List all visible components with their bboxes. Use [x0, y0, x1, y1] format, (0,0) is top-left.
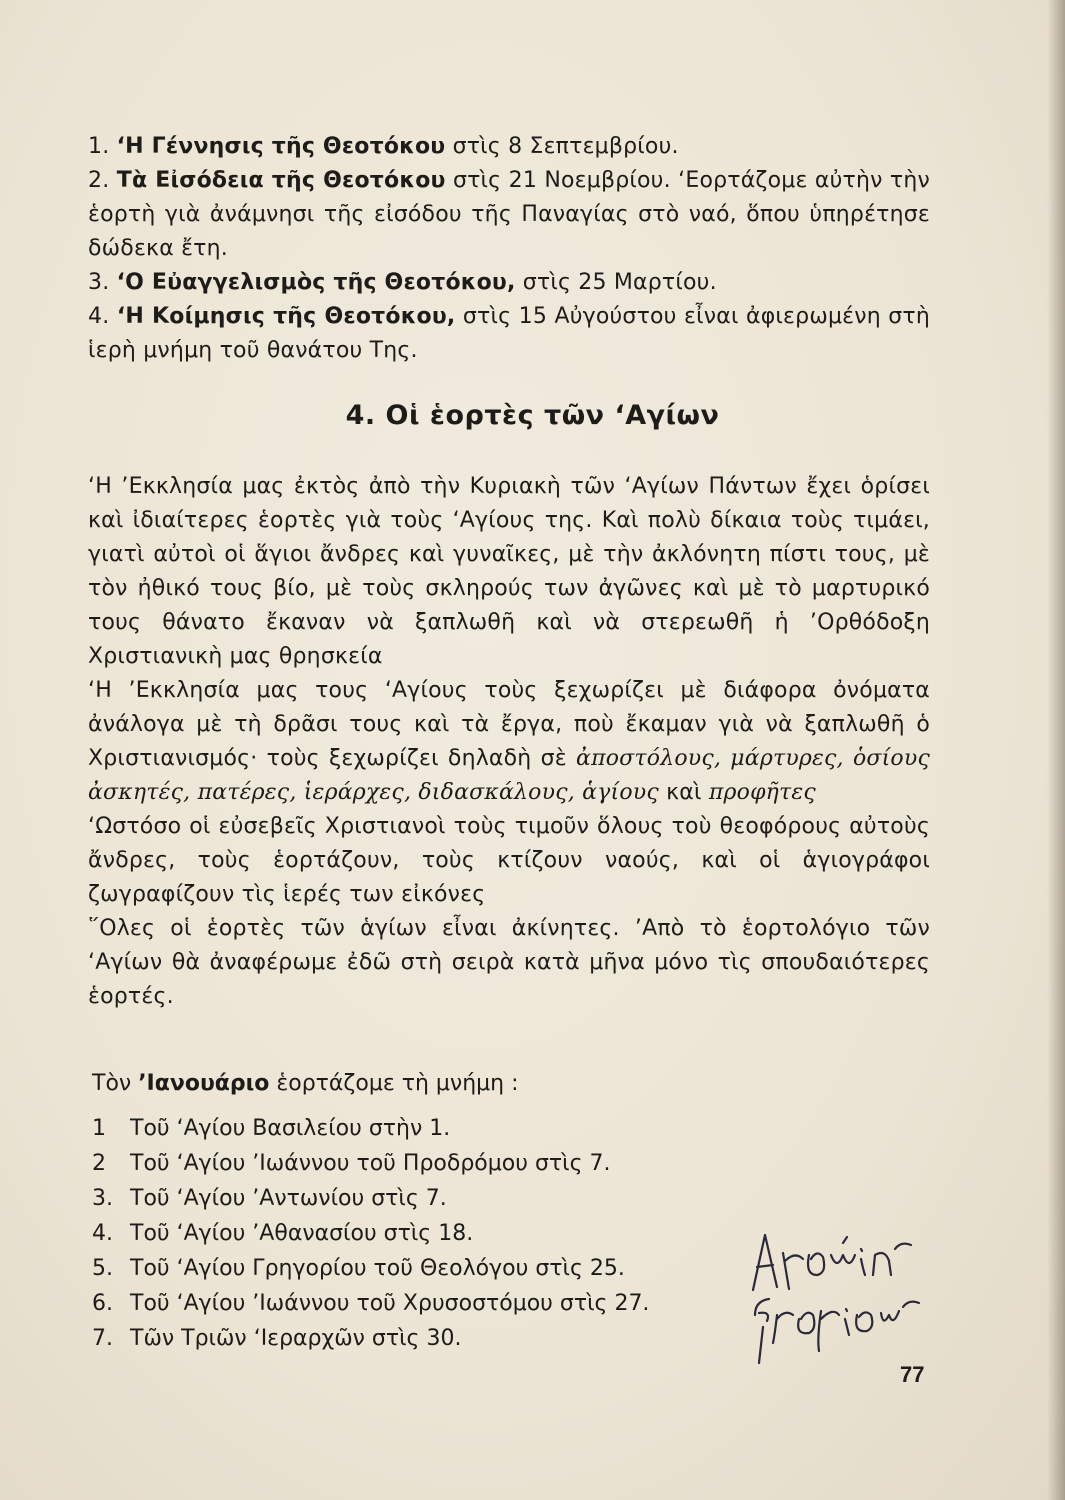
- handwritten-signature: [725, 1215, 935, 1365]
- list-number: 2: [92, 1151, 106, 1176]
- feast-item-1: [88, 130, 930, 164]
- feast-item-3: [88, 266, 930, 300]
- month-name: ’Ιανουάριο: [138, 1071, 270, 1096]
- conjunction: καὶ: [666, 780, 702, 805]
- list-text: Τοῦ ‘Αγίου Βασιλείου στὴν 1.: [130, 1116, 451, 1141]
- list-item: [92, 1146, 792, 1181]
- list-item: [92, 1111, 792, 1146]
- list-text: Τοῦ ‘Αγίου ’Αθανασίου στὶς 18.: [130, 1221, 474, 1246]
- january-lead: [92, 1066, 792, 1101]
- list-item: [92, 1181, 792, 1216]
- saints-feasts-text: [88, 470, 930, 1014]
- feast-name: ‘Ο Εὐαγγελισμὸς τῆς Θεοτόκου,: [116, 270, 516, 295]
- lead-prefix: Τὸν: [92, 1071, 132, 1096]
- list-number: 7.: [92, 1326, 113, 1351]
- term-teachers: διδασκάλους,: [418, 780, 575, 805]
- list-item: [92, 1216, 792, 1251]
- feast-number: 4.: [88, 304, 110, 329]
- list-number: 3.: [92, 1186, 113, 1211]
- list-item: [92, 1321, 792, 1356]
- feast-detail: στὶς 15 Αὐγούστου εἶναι ἀφιερωμένη στὴ ἱερὴ μνήμη τοῦ θανάτου Της.: [88, 304, 931, 363]
- feast-name: Τὰ Εἰσόδεια τῆς Θεοτόκου: [116, 168, 446, 193]
- term-prophets: προφῆτες: [708, 780, 816, 805]
- feast-number: 3.: [88, 270, 110, 295]
- list-item: [92, 1286, 792, 1321]
- list-number: 4.: [92, 1221, 113, 1246]
- list-number: 5.: [92, 1256, 113, 1281]
- list-text: Τῶν Τριῶν ‘Ιεραρχῶν στὶς 30.: [130, 1326, 462, 1351]
- feast-number: 1.: [88, 134, 110, 159]
- theotokos-feasts-list: [88, 130, 930, 368]
- feast-detail: στὶς 25 Μαρτίου.: [522, 270, 717, 295]
- page-edge-shadow: [1047, 0, 1065, 1500]
- list-text: Τοῦ ‘Αγίου ’Ιωάννου τοῦ Χρυσοστόμου στὶς 27.: [130, 1291, 650, 1316]
- feast-detail: στὶς 21 Νοεμβρίου. ‘Εορτάζομε αὐτὴν τὴν ἑορτὴ γιὰ ἀνάμνησι τῆς εἰσόδου τῆς Παναγίας στὸ ναό, ὅπου ὑπηρέτησε δώδεκα ἔτη.: [88, 168, 931, 261]
- paragraph-2-text: ‘Η ’Εκκλησία μας τους ‘Αγίους τοὺς ξεχωρίζει μὲ διάφορα ὀνόματα ἀνάλογα μὲ τὴ δρᾶσι τους καὶ τὰ ἔργα, ποὺ ἔκαμαν γιὰ νὰ ξαπλωθῆ ὁ Χριστιανισμός· τοὺς ξεχωρίζει δηλαδὴ σὲ: [88, 678, 930, 771]
- feast-name: ‘Η Κοίμησις τῆς Θεοτόκου,: [116, 304, 456, 329]
- january-feasts: [92, 1066, 792, 1356]
- feast-detail: στὶς 8 Σεπτεμβρίου.: [452, 134, 679, 159]
- paragraph-2: [88, 674, 930, 810]
- term-apostles: ἀποστόλους,: [576, 746, 722, 771]
- feast-number: 2.: [88, 168, 110, 193]
- list-number: 6.: [92, 1291, 113, 1316]
- feast-name: ‘Η Γέννησις τῆς Θεοτόκου: [116, 134, 446, 159]
- feast-item-2: [88, 164, 930, 266]
- list-text: Τοῦ ‘Αγίου Γρηγορίου τοῦ Θεολόγου στὶς 25.: [130, 1256, 625, 1281]
- term-martyrs: μάρτυρες,: [730, 746, 844, 771]
- page-number: 77: [900, 1362, 925, 1387]
- paragraph-3: ‘Ωστόσο οἱ εὐσεβεῖς Χριστιανοὶ τοὺς τιμοῦν ὅλους τοὺ θεοφόρους αὐτοὺς ἄνδρες, τοὺς ἑορτάζουν, τοὺς κτίζουν ναούς, καὶ οἱ ἁγιογράφοι ζωγραφίζουν τὶς ἱερές των εἰκόνες: [88, 814, 930, 907]
- term-saints: ἁγίους: [582, 780, 659, 805]
- paragraph-1: ‘Η ’Εκκλησία μας ἐκτὸς ἀπὸ τὴν Κυριακὴ τῶν ‘Αγίων Πάντων ἔχει ὁρίσει καὶ ἰδιαίτερες ἑορτὲς γιὰ τοὺς ‘Αγίους της. Καὶ πολὺ δίκαια τοὺς τιμάει, γιατὶ αὐτοὶ οἱ ἅγιοι ἄνδρες καὶ γυναῖκες, μὲ τὴν ἀκλόνητη πίστι τους, μὲ τὸν ἠθικό τους βίο, μὲ τοὺς σκληρούς των ἀγῶνες καὶ μὲ τὸ μαρτυρικό τους θάνατο ἔκαναν νὰ ξαπλωθῆ καὶ νὰ στερεωθῆ ἡ ’Ορθόδοξη Χριστιανικὴ μας θρησκεία: [88, 474, 930, 669]
- term-ascetics: ὁσίους ἀσκητές,: [88, 746, 930, 805]
- list-item: [92, 1251, 792, 1286]
- term-hierarchs: ἱεράρχες,: [303, 780, 412, 805]
- signature-drawing: [725, 1215, 935, 1365]
- paragraph-4: ῞Ολες οἱ ἑορτὲς τῶν ἁγίων εἶναι ἀκίνητες. ’Απὸ τὸ ἑορτολόγιο τῶν ‘Αγίων θὰ ἀναφέρωμε ἐδῶ στὴ σειρὰ κατὰ μῆνα μόνο τὶς σπουδαιότερες ἑορτές.: [88, 916, 930, 1009]
- feast-item-4: [88, 300, 930, 368]
- list-number: 1: [92, 1116, 106, 1141]
- section-heading: 4. Οἱ ἑορτὲς τῶν ‘Αγίων: [345, 400, 720, 431]
- lead-suffix: ἑορτάζομε τὴ μνήμη :: [276, 1071, 519, 1096]
- january-list: [92, 1111, 792, 1356]
- term-fathers: πατέρες,: [197, 780, 297, 805]
- list-text: Τοῦ ‘Αγίου ’Αντωνίου στὶς 7.: [130, 1186, 447, 1211]
- list-text: Τοῦ ‘Αγίου ’Ιωάννου τοῦ Προδρόμου στὶς 7.: [130, 1151, 611, 1176]
